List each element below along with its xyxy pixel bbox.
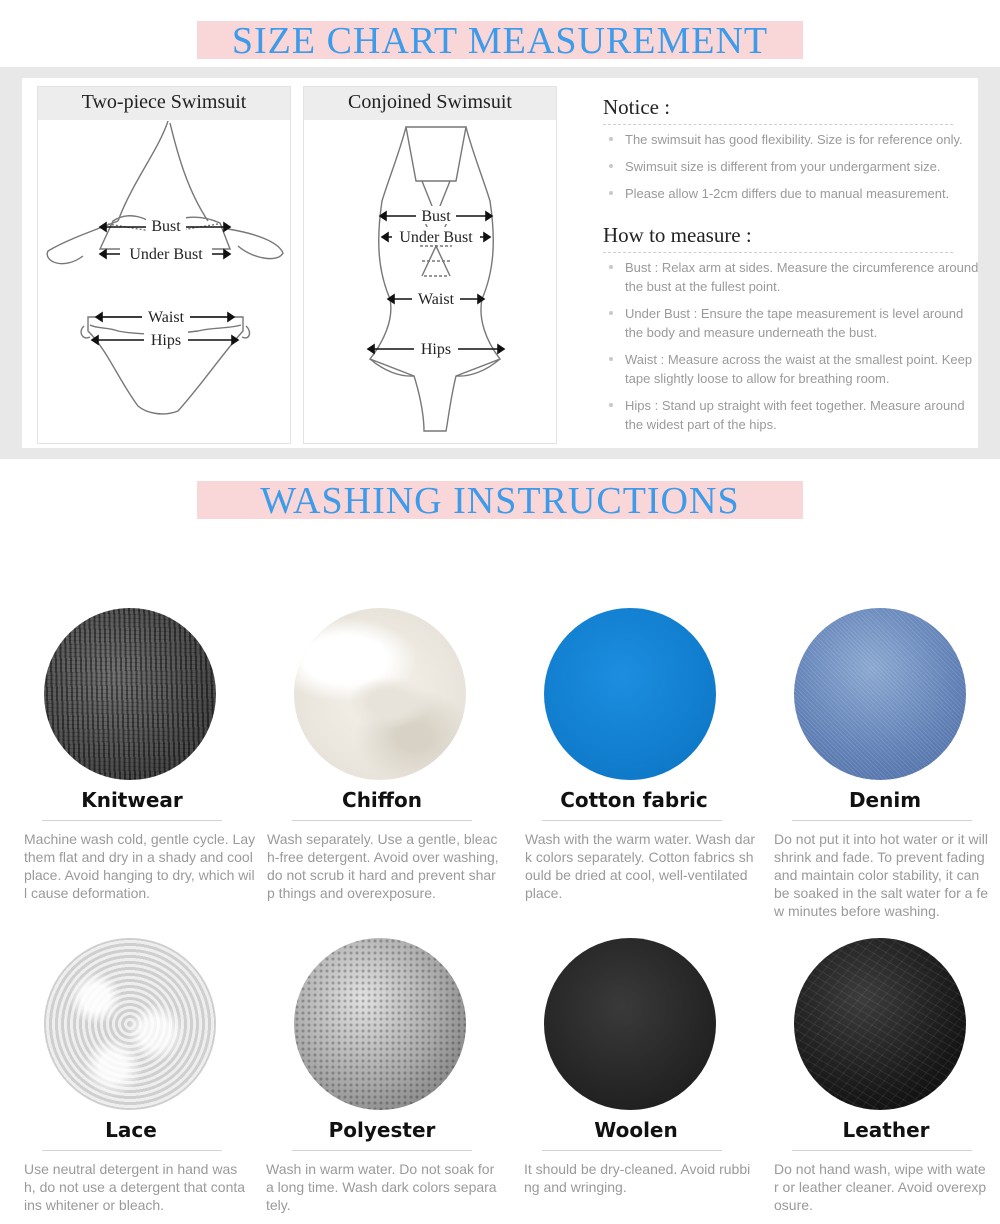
fabric-name: Polyester <box>328 1118 436 1142</box>
fabric-name: Denim <box>848 788 922 812</box>
fabric-divider <box>542 1150 722 1151</box>
fabric-divider <box>42 820 222 821</box>
fabric-description: Do not put it into hot water or it will shrink and fade. To prevent fading and maintain color stability, it can be soaked in the salt water for a few minutes before washing. <box>774 831 989 919</box>
denim-swatch <box>794 608 966 780</box>
fabric-name: Knitwear <box>81 788 183 812</box>
fabric-item-lace <box>24 938 264 1218</box>
notice-item: The swimsuit has good flexibility. Size is for reference only. <box>603 130 983 149</box>
fabric-name: Woolen <box>594 1118 678 1142</box>
fabric-item-leather <box>774 938 1000 1218</box>
woolen-swatch <box>544 938 716 1110</box>
fabric-item-knitwear <box>24 608 264 938</box>
fabric-description: Wash in warm water. Do not soak for a long time. Wash dark colors separately. <box>266 1161 497 1213</box>
how-to-measure-heading: How to measure : <box>603 223 752 247</box>
fabric-divider <box>292 1150 472 1151</box>
bullet-dot <box>609 164 613 168</box>
fabric-divider <box>42 1150 222 1151</box>
chiffon-swatch <box>294 608 466 780</box>
two-piece-under-bust-label: Under Bust <box>129 246 203 263</box>
conjoined-waist-label: Waist <box>417 291 455 308</box>
size-chart-content <box>22 78 978 448</box>
bullet-dot <box>609 265 613 269</box>
bullet-dot <box>609 357 613 361</box>
two-piece-title: Two-piece Swimsuit <box>38 87 290 120</box>
how-to-divider <box>603 252 953 253</box>
fabric-description: Wash with the warm water. Wash dark colors separately. Cotton fabrics should be dried at cool, well-ventilated place. <box>525 831 756 901</box>
knitwear-swatch <box>44 608 216 780</box>
fabric-item-denim <box>774 608 1000 938</box>
two-piece-diagram <box>38 121 292 443</box>
conjoined-title: Conjoined Swimsuit <box>304 87 556 120</box>
fabric-description: Use neutral detergent in hand wash, do not use a detergent that contains whitener or bleach. <box>24 1161 246 1213</box>
lace-swatch <box>44 938 216 1110</box>
how-to-item: Waist : Measure across the waist at the smallest point. Keep tape slightly loose to allow for breathing room. <box>603 350 983 388</box>
bullet-dot <box>609 403 613 407</box>
fabric-item-chiffon <box>267 608 507 938</box>
fabric-divider <box>792 820 972 821</box>
fabric-divider <box>792 1150 972 1151</box>
notice-divider <box>603 124 953 125</box>
notice-item: Please allow 1-2cm differs due to manual measurement. <box>603 184 983 203</box>
conjoined-card <box>303 86 557 444</box>
size-chart-banner: SIZE CHART MEASUREMENT <box>197 21 803 59</box>
notice-item: Swimsuit size is different from your undergarment size. <box>603 157 983 176</box>
fabric-name: Lace <box>105 1118 157 1142</box>
size-chart-panel <box>0 67 1000 459</box>
two-piece-hips-label: Hips <box>150 332 182 349</box>
fabric-description: It should be dry-cleaned. Avoid rubbing and wringing. <box>524 1161 751 1195</box>
conjoined-diagram <box>304 121 558 443</box>
fabric-name: Chiffon <box>342 788 422 812</box>
cotton-swatch <box>544 608 716 780</box>
fabric-item-woolen <box>524 938 764 1218</box>
fabric-name: Cotton fabric <box>560 788 708 812</box>
fabric-description: Wash separately. Use a gentle, bleach-free detergent. Avoid over washing, do not scrub it hard and prevent sharp things and overexposure. <box>267 831 499 901</box>
how-to-item: Hips : Stand up straight with feet together. Measure around the widest part of the hips. <box>603 396 983 434</box>
polyester-swatch <box>294 938 466 1110</box>
how-to-item: Bust : Relax arm at sides. Measure the circumference around the bust at the fullest point. <box>603 258 983 296</box>
two-piece-bust-label: Bust <box>151 218 181 235</box>
fabric-name: Leather <box>842 1118 930 1142</box>
how-to-item: Under Bust : Ensure the tape measurement is level around the body and measure underneath the bust. <box>603 304 983 342</box>
bullet-dot <box>609 191 613 195</box>
washing-instructions-banner: WASHING INSTRUCTIONS <box>197 481 803 519</box>
two-piece-waist-label: Waist <box>147 309 185 326</box>
fabric-description: Do not hand wash, wipe with water or leather cleaner. Avoid overexposure. <box>774 1161 987 1213</box>
fabric-divider <box>542 820 722 821</box>
two-piece-card <box>37 86 291 444</box>
notice-heading: Notice : <box>603 95 671 119</box>
fabric-item-cotton <box>525 608 765 938</box>
leather-swatch <box>794 938 966 1110</box>
fabric-item-polyester <box>266 938 506 1218</box>
conjoined-under-bust-label: Under Bust <box>399 229 473 246</box>
bullet-dot <box>609 137 613 141</box>
conjoined-bust-label: Bust <box>421 208 451 225</box>
bullet-dot <box>609 311 613 315</box>
fabric-divider <box>292 820 472 821</box>
fabric-description: Machine wash cold, gentle cycle. Lay them flat and dry in a shady and cool place. Avoid hanging to dry, which will cause deformation. <box>24 831 256 901</box>
conjoined-hips-label: Hips <box>420 341 452 358</box>
